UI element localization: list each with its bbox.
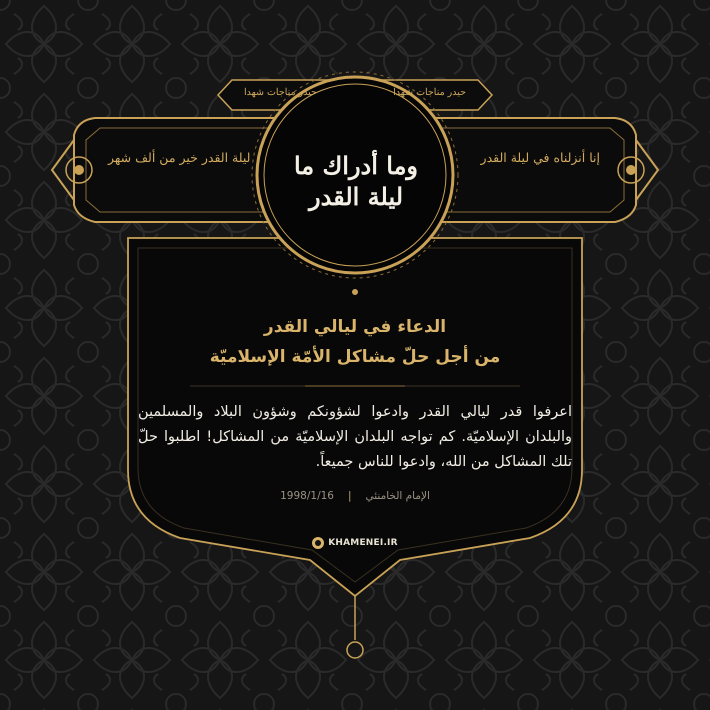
- signature-separator: |: [347, 490, 352, 502]
- site-logo-icon: [312, 537, 324, 549]
- bottom-ornament-icon: [347, 642, 363, 658]
- title-line-1: الدعاء في ليالي القدر: [263, 317, 447, 337]
- title-line-2: من أجل حلّ مشاكل الأمّة الإسلاميّة: [209, 347, 501, 367]
- card-title: [150, 312, 560, 372]
- central-calligraphy: وما أدراك ما ليلة القدر: [293, 151, 419, 211]
- author-name: الإمام الخامنئي: [365, 490, 430, 502]
- banner-left-inscription: ليلة القدر خير من ألف شهر: [108, 150, 251, 165]
- top-right-inscription: حيدر مناجات شهدا: [393, 87, 466, 98]
- site-logo: [305, 534, 405, 552]
- quote-date: 1998/1/16: [280, 490, 334, 502]
- quote-body: اعرفوا قدر ليالي القدر وادعوا لشؤونكم وشؤون البلاد والمسلمين والبلدان الإسلاميّة. كم تواجه البلدان الإسلاميّة من المشاكل! اطلبوا حلّ تلك المشاكل من الله، وادعوا للناس جميعاً.: [138, 404, 572, 470]
- signature-line: [200, 490, 510, 502]
- banner-right-inscription: إنا أنزلناه في ليلة القدر: [480, 150, 600, 165]
- site-label: KHAMENEI.IR: [328, 538, 398, 548]
- top-left-inscription: حيدر مناجات شهدا: [244, 87, 317, 98]
